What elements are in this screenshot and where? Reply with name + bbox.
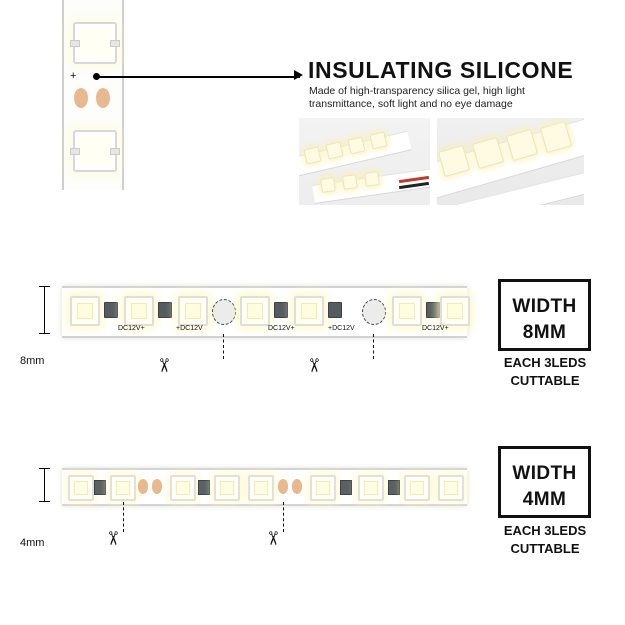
- led-emitter: [79, 136, 111, 166]
- width-badge-4mm: [498, 446, 591, 518]
- scissors-icon: ✂: [302, 357, 324, 374]
- led-emitter: [444, 481, 458, 495]
- dimension-line-vertical: [44, 286, 45, 334]
- resistor: [198, 480, 210, 495]
- solder-pad: [152, 479, 162, 494]
- resistor: [94, 480, 106, 495]
- led-chip: [438, 475, 464, 501]
- led-chip: [110, 475, 136, 501]
- section-width-8mm: [0, 262, 625, 392]
- resistor: [388, 480, 400, 495]
- led-emitter: [247, 303, 263, 319]
- led-chip: [392, 296, 422, 326]
- led-contact: [70, 40, 80, 47]
- led-chip: [73, 130, 117, 172]
- led-emitter: [220, 481, 234, 495]
- cuttable-caption-line1: EACH 3LEDS: [503, 523, 587, 538]
- polarity-plus-label: +: [70, 70, 77, 82]
- cut-guide-line: [373, 334, 374, 359]
- solder-label: DC12V+: [118, 325, 145, 332]
- callout-arrow-icon: [294, 70, 303, 80]
- callout-line: [99, 76, 300, 78]
- dimension-tick: [39, 501, 50, 502]
- led-chip: [440, 296, 470, 326]
- led-strip-4mm: [62, 468, 467, 506]
- section-width-4mm: [0, 440, 625, 575]
- page-title: INSULATING SILICONE: [308, 57, 574, 83]
- scissors-icon: ✂: [261, 530, 283, 547]
- led-chip: [214, 475, 240, 501]
- resistor: [104, 302, 118, 318]
- led-contact: [110, 40, 120, 47]
- led-chip: [70, 296, 100, 326]
- scissors-icon: ✂: [152, 357, 174, 374]
- solder-pad: [292, 479, 302, 494]
- resistor: [274, 302, 288, 318]
- led-emitter: [399, 303, 415, 319]
- width-badge-line1: WIDTH: [512, 463, 577, 484]
- photo-led: [364, 171, 380, 187]
- led-emitter: [79, 28, 111, 58]
- width-badge-line1: WIDTH: [512, 296, 577, 317]
- led-contact: [110, 148, 120, 155]
- led-chip: [404, 475, 430, 501]
- led-chip: [240, 296, 270, 326]
- dimension-tick: [39, 286, 50, 287]
- led-emitter: [254, 481, 268, 495]
- led-emitter: [185, 303, 201, 319]
- resistor: [328, 302, 342, 318]
- dimension-tick: [39, 333, 50, 334]
- cut-guide-line: [283, 502, 284, 532]
- led-chip: [358, 475, 384, 501]
- led-emitter: [316, 481, 330, 495]
- led-strip-8mm: [62, 286, 467, 338]
- led-chip: [178, 296, 208, 326]
- dimension-tick: [39, 468, 50, 469]
- led-emitter: [131, 303, 147, 319]
- resistor: [340, 480, 352, 495]
- width-badge-line2: 8MM: [522, 322, 567, 343]
- led-strip-photo-bending: [299, 118, 430, 205]
- vertical-led-strip-sample: [62, 0, 120, 190]
- led-emitter: [176, 481, 190, 495]
- led-chip: [73, 22, 117, 64]
- solder-pad: [96, 88, 110, 108]
- solder-label: DC12V+: [268, 325, 295, 332]
- cuttable-caption-line1: EACH 3LEDS: [503, 355, 587, 370]
- cut-zone: [212, 288, 234, 336]
- photo-led: [342, 174, 358, 190]
- solder-label: DC12V+: [422, 325, 449, 332]
- solder-label: +DC12V: [176, 325, 203, 332]
- led-emitter: [364, 481, 378, 495]
- cut-pad-circle: [362, 299, 386, 325]
- resistor: [158, 302, 172, 318]
- dimension-label-8mm: 8mm: [20, 355, 45, 367]
- scissors-icon: ✂: [101, 530, 123, 547]
- led-strip-photo-closeup: [437, 118, 584, 205]
- cuttable-caption-line2: CUTTABLE: [510, 373, 580, 388]
- led-chip: [68, 475, 94, 501]
- solder-pad: [138, 479, 148, 494]
- led-emitter: [77, 303, 93, 319]
- solder-pad: [74, 88, 88, 108]
- cut-zone: [362, 288, 384, 336]
- strip-body: [62, 0, 124, 190]
- cuttable-caption-line2: CUTTABLE: [510, 541, 580, 556]
- width-badge-8mm: [498, 279, 591, 351]
- led-emitter: [410, 481, 424, 495]
- solder-label: +DC12V: [328, 325, 355, 332]
- led-emitter: [447, 303, 463, 319]
- led-chip: [170, 475, 196, 501]
- led-emitter: [116, 481, 130, 495]
- page-description: Made of high-transparency silica gel, high light transmittance, soft light and no eye damage: [309, 85, 525, 110]
- photo-led: [320, 177, 336, 193]
- led-emitter: [74, 481, 88, 495]
- led-emitter: [301, 303, 317, 319]
- dimension-line-vertical: [44, 468, 45, 502]
- resistor: [426, 302, 440, 318]
- solder-pad: [278, 479, 288, 494]
- dimension-label-4mm: 4mm: [20, 537, 45, 549]
- cut-guide-line: [123, 502, 124, 532]
- led-chip: [294, 296, 324, 326]
- cut-guide-line: [223, 334, 224, 359]
- width-badge-line2: 4MM: [522, 489, 567, 510]
- cut-pad-circle: [212, 299, 236, 325]
- led-chip: [248, 475, 274, 501]
- led-chip: [124, 296, 154, 326]
- led-chip: [310, 475, 336, 501]
- led-contact: [70, 148, 80, 155]
